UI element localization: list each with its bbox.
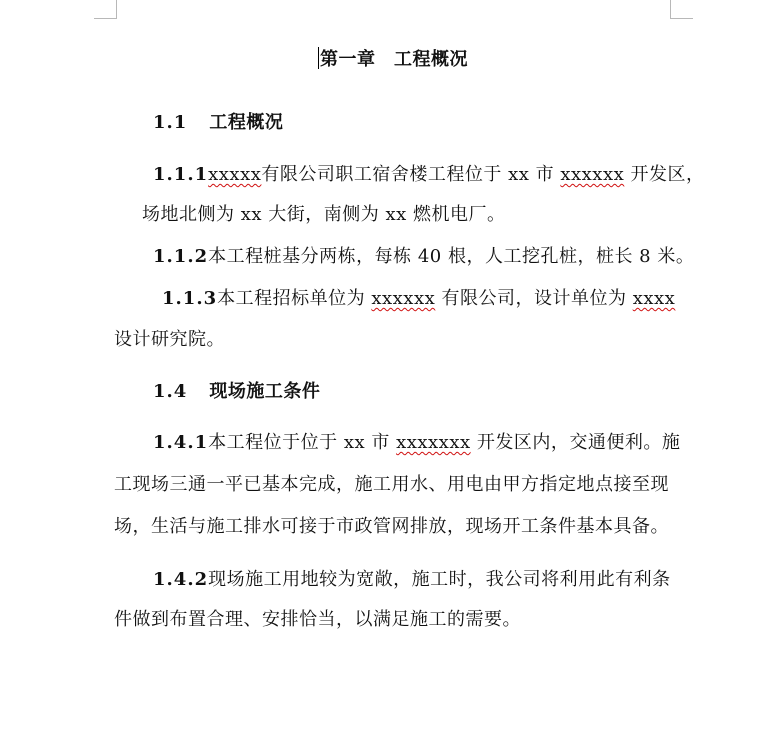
crop-mark-top-right: [670, 0, 693, 19]
paragraph-1-1-3-line-2: [114, 328, 225, 352]
paragraph-1-4-1-line-3: [114, 515, 669, 539]
section-title: 现场施工条件: [209, 381, 321, 402]
section-heading-1-4: [153, 380, 320, 404]
paragraph-number: 1.1.1: [153, 164, 209, 185]
paragraph-number: 1.4.2: [153, 569, 209, 590]
crop-mark-top-left: [94, 0, 117, 19]
paragraph-text: 件做到布置合理、安排恰当，以满足施工的需要。: [114, 609, 521, 630]
section-number: 1.1: [153, 112, 188, 133]
paragraph-text: 有限公司，设计单位为: [435, 288, 633, 309]
paragraph-number: 1.4.1: [153, 432, 209, 453]
section-title: 工程概况: [209, 112, 284, 133]
paragraph-1-4-1-line-1: [153, 431, 680, 455]
paragraph-number: 1.1.3: [162, 288, 218, 309]
chapter-title: 第一章 工程概况: [320, 49, 468, 70]
text-cursor: [318, 47, 319, 69]
paragraph-text: 开发区，: [624, 164, 705, 185]
paragraph-text: 场地北侧为 xx 大街，南侧为 xx 燃机电厂。: [142, 204, 506, 225]
paragraph-text: 有限公司职工宿舍楼工程位于 xx 市: [261, 164, 561, 185]
paragraph-text: 工现场三通一平已基本完成，施工用水、用电由甲方指定地点接至现: [114, 474, 669, 495]
placeholder-bidder: xxxxxx: [371, 288, 436, 309]
paragraph-text: 本工程招标单位为: [217, 288, 372, 309]
paragraph-1-1-2: [153, 245, 694, 269]
paragraph-1-4-2-line-1: [153, 568, 671, 592]
paragraph-text: 场，生活与施工排水可接于市政管网排放，现场开工条件基本具备。: [114, 516, 669, 537]
paragraph-1-1-1-line-1: [153, 163, 705, 187]
paragraph-text: 本工程桩基分两栋，每栋 40 根，人工挖孔桩，桩长 8 米。: [208, 246, 695, 267]
placeholder-designer: xxxx: [632, 288, 676, 309]
paragraph-1-4-2-line-2: [114, 608, 521, 632]
placeholder-zone: xxxxxx: [560, 164, 625, 185]
paragraph-text: 现场施工用地较为宽敞，施工时，我公司将利用此有利条: [208, 569, 671, 590]
paragraph-1-4-1-line-2: [114, 473, 669, 497]
paragraph-1-1-1-line-2: [142, 203, 506, 227]
paragraph-1-1-3-line-1: [162, 287, 675, 311]
placeholder-company: xxxxx: [208, 164, 262, 185]
section-number: 1.4: [153, 381, 188, 402]
paragraph-text: 开发区内，交通便利。施: [470, 432, 681, 453]
section-heading-1-1: [153, 111, 283, 135]
placeholder-zone: xxxxxxx: [396, 432, 471, 453]
paragraph-text: 本工程位于位于 xx 市: [208, 432, 397, 453]
chapter-title-line[interactable]: [318, 47, 468, 72]
paragraph-text: 设计研究院。: [114, 329, 225, 350]
paragraph-number: 1.1.2: [153, 246, 209, 267]
